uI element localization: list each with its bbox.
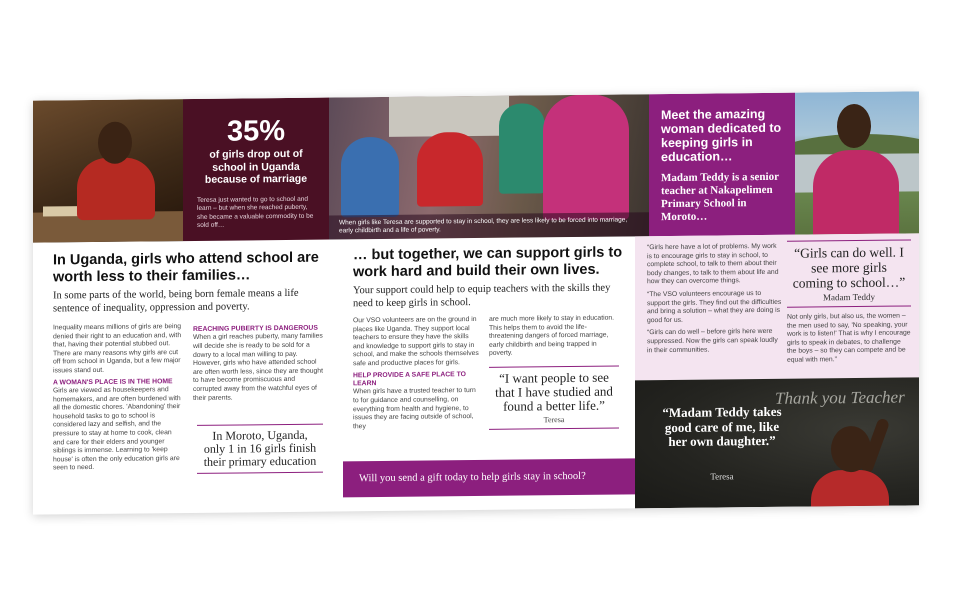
dark-quote-text: “Madam Teddy takes good care of me, like her own daughter.” bbox=[662, 403, 782, 449]
teresa-quote-author: Teresa bbox=[543, 415, 565, 425]
dark-quote-author: Teresa bbox=[710, 471, 734, 482]
col3-para1: “Girls here have a lot of problems. My work is to encourage girls to stay in school, to complete school, to talk to them about their body changes, to talk to them about life and how they can overcome things. bbox=[647, 242, 779, 286]
col1-sub1: A WOMAN'S PLACE IS IN THE HOME bbox=[53, 377, 173, 386]
teresa-quote bbox=[489, 365, 619, 429]
teddy-quote-author: Madam Teddy bbox=[823, 291, 875, 303]
chalkboard-writing: Thank you Teacher bbox=[775, 387, 905, 408]
teacher-body bbox=[813, 150, 899, 235]
moroto-stat-quote bbox=[197, 424, 323, 474]
col3-left-text bbox=[647, 243, 783, 360]
student-green bbox=[499, 103, 545, 193]
col3-para3: “Girls can do well – before girls here were suppressed. Now the girls can speak loudly in their communities. bbox=[647, 328, 778, 354]
col2-para1: Our VSO volunteers are on the ground in places like Uganda. They support local teachers to ensure they have the skills and knowledge to support girls to stay in school, and make the schools themselves safe and productive places for girls. bbox=[353, 315, 479, 368]
col3-right-text bbox=[787, 239, 911, 365]
col3-para4: Not only girls, but also us, the women – the men used to say, 'No speaking, your work is to listen!' That is why I encourage girls to speak in debates, to challenge the boys – so they can compete and be equal with men.” bbox=[787, 312, 911, 364]
stat-small-text: Teresa just wanted to go to school and learn – but when she reached puberty, she became a valuable commodity to be sold off… bbox=[197, 195, 314, 229]
column-teacher bbox=[635, 233, 919, 380]
col2-left-text bbox=[353, 316, 481, 432]
blackboard bbox=[389, 96, 509, 137]
red-shirt bbox=[77, 157, 155, 220]
teacher-portrait-photo bbox=[795, 91, 919, 234]
col2-para3: are much more likely to stay in education. This helps them to avoid the life-threatening dangers of forced marriage, early childbirth and being trapped in poverty. bbox=[489, 314, 615, 358]
col1-intro: In some parts of the world, being born female means a life sentence of inequality, oppression and poverty. bbox=[53, 287, 299, 314]
photo-band bbox=[33, 91, 919, 242]
teacher-pink bbox=[543, 94, 629, 220]
student-blue bbox=[341, 137, 399, 218]
column-solution bbox=[343, 236, 635, 511]
col3-para2: “The VSO volunteers encourage us to support the girls. They find out the difficulties and bring a solution – what they are doing is good for us. bbox=[647, 289, 782, 324]
col2-heading: … but together, we can support girls to work hard and build their own lives. bbox=[353, 244, 623, 281]
photo-caption: When girls like Teresa are supported to stay in school, they are less likely to be forced into marriage, early childbirth and a life of poverty. bbox=[329, 212, 649, 239]
col1-sub2: REACHING PUBERTY IS DANGEROUS bbox=[193, 324, 318, 333]
classroom-photo bbox=[329, 94, 649, 239]
stat-panel bbox=[183, 98, 329, 242]
student-red bbox=[417, 132, 483, 207]
girl-body bbox=[811, 470, 889, 511]
donate-cta-button[interactable]: Will you send a gift today to help girls stay in school? bbox=[343, 458, 635, 497]
col2-sub1: HELP PROVIDE A SAFE PLACE TO LEARN bbox=[353, 370, 466, 388]
col1-heading: In Uganda, girls who attend school are worth less to their families… bbox=[53, 249, 319, 286]
brochure-spread bbox=[33, 91, 919, 514]
teddy-quote-text: “Girls can do well. I see more girls coming to school…” bbox=[792, 244, 906, 291]
stat-text: of girls drop out of school in Uganda because of marriage bbox=[204, 147, 308, 186]
teacher-head bbox=[837, 104, 871, 148]
col1-para2: Girls are viewed as housekeepers and homemakers, and are often burdened with all the domestic chores. 'Abandoning' their household tasks to go to school is considered lazy and selfish, and the pressure to stay at home to cook, clean and care for their elders and younger siblings is immense. Learning to 'keep house' is often the only education girls are seen to need. bbox=[53, 386, 181, 472]
stat-number: 35% bbox=[226, 115, 286, 148]
teresa-quote-text: “I want people to see that I have studied and found a better life.” bbox=[495, 369, 613, 414]
girl-head bbox=[98, 122, 132, 164]
meet-text: Madam Teddy is a senior teacher at Nakapelimen Primary School in Moroto… bbox=[661, 170, 779, 224]
col2-para2: When girls have a trusted teacher to turn to for guidance and counselling, on everything from health and hygiene, to issues they are facing outside of school, they bbox=[353, 387, 476, 431]
moroto-stat-text: In Moroto, Uganda, only 1 in 16 girls finish their primary education bbox=[203, 427, 317, 469]
meet-heading: Meet the amazing woman dedicated to keeping girls in education… bbox=[661, 106, 782, 165]
col1-para3: When a girl reaches puberty, many families will decide she is ready to be sold for a dowry to a local man willing to pay. However, girls who have attended school are often worth less, since they are thought to have become promiscuous and corrupted away from the watchful eyes of their parents. bbox=[193, 333, 323, 402]
col2-right-text bbox=[489, 315, 619, 430]
column-problem bbox=[33, 239, 343, 514]
col1-left-text bbox=[53, 323, 183, 473]
col1-right-text bbox=[193, 322, 323, 404]
teddy-quote bbox=[787, 239, 911, 307]
col1-para1: Inequality means millions of girls are being denied their right to an education and, with that, having their potential stubbed out. There are many reasons why girls are cut off from school in Uganda, but a few major issues stand out. bbox=[53, 323, 182, 375]
meet-panel bbox=[649, 93, 795, 237]
smiling-girl-head bbox=[831, 426, 871, 472]
col2-intro: Your support could help to equip teachers with the skills they need to keep girls in school. bbox=[353, 282, 611, 309]
thank-you-photo-panel bbox=[635, 377, 919, 508]
girl-at-desk-photo bbox=[33, 99, 183, 243]
